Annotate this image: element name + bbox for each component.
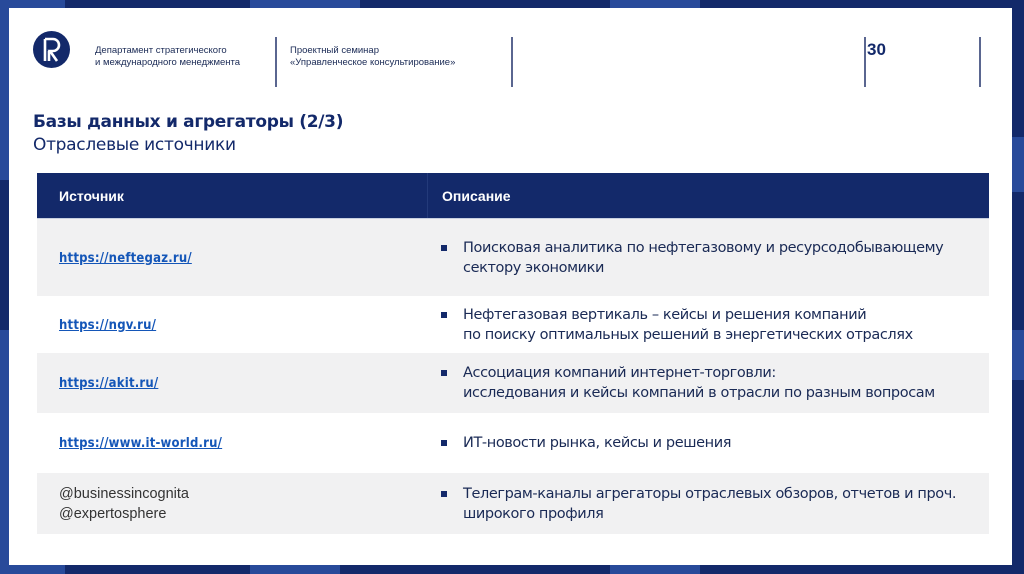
- bullet-icon: [441, 312, 447, 318]
- header-divider: [275, 37, 277, 87]
- handle-expertosphere: @expertosphere: [59, 505, 167, 522]
- row-description: Ассоциация компаний интернет-торговли: исследования и кейсы компаний в отрасли по разным вопросам: [463, 365, 935, 401]
- department-line2: и международного менеджмента: [95, 57, 241, 68]
- table-row: [37, 296, 989, 353]
- department-label: [95, 45, 240, 69]
- hse-logo: [33, 31, 70, 68]
- row-description: Телеграм-каналы агрегаторы отраслевых обзоров, отчетов и проч. широкого профиля: [463, 485, 957, 522]
- seminar-line1: Проектный семинар: [290, 45, 379, 56]
- department-line1: Департамент стратегического: [95, 45, 227, 56]
- header-divider: [511, 37, 513, 87]
- telegram-handles: [37, 484, 427, 524]
- source-link-it-world[interactable]: https://www.it-world.ru/: [59, 436, 223, 451]
- row-description: ИТ-новости рынка, кейсы и решения: [463, 435, 732, 451]
- table-row: [37, 473, 989, 534]
- source-link-ngv[interactable]: https://ngv.ru/: [59, 317, 157, 333]
- header-divider: [864, 37, 866, 87]
- bullet-icon: [441, 491, 447, 497]
- bullet-icon: [441, 245, 447, 251]
- page-number: 30: [867, 40, 886, 59]
- bg-stripe: [1012, 137, 1024, 192]
- source-link-neftegaz[interactable]: https://neftegaz.ru/: [59, 250, 192, 266]
- bullet-icon: [441, 370, 447, 376]
- row-description: Поисковая аналитика по нефтегазовому и ресурсодобывающему сектору экономики: [463, 239, 944, 276]
- row-description: Нефтегазовая вертикаль – кейсы и решения компаний по поиску оптимальных решений в энергетических отраслях: [463, 306, 913, 343]
- bullet-icon: [441, 440, 447, 446]
- page-title: Базы данных и агрегаторы (2/3): [33, 112, 344, 132]
- source-link-akit[interactable]: https://akit.ru/: [59, 376, 159, 391]
- table-header: [37, 173, 989, 219]
- bg-stripe: [1012, 330, 1024, 380]
- header-description: Описание: [427, 173, 989, 218]
- bg-stripe: [0, 0, 9, 180]
- header-source: Источник: [59, 187, 124, 204]
- bg-stripe: [610, 0, 700, 8]
- bg-stripe: [610, 565, 700, 574]
- table-row: [37, 353, 989, 413]
- bg-stripe: [250, 0, 360, 8]
- bg-stripe: [0, 565, 65, 574]
- seminar-line2: «Управленческое консультирование»: [290, 57, 456, 68]
- page-subtitle: Отраслевые источники: [33, 135, 236, 155]
- seminar-label: [290, 45, 455, 69]
- table-row: [37, 413, 989, 473]
- bg-stripe: [0, 0, 65, 8]
- handle-businessincognita: @businessincognita: [59, 485, 189, 502]
- header-divider: [979, 37, 981, 87]
- bg-stripe: [0, 330, 9, 574]
- sources-table: [37, 173, 989, 534]
- table-row: [37, 219, 989, 296]
- hse-logo-icon: [41, 37, 63, 63]
- bg-stripe: [250, 565, 340, 574]
